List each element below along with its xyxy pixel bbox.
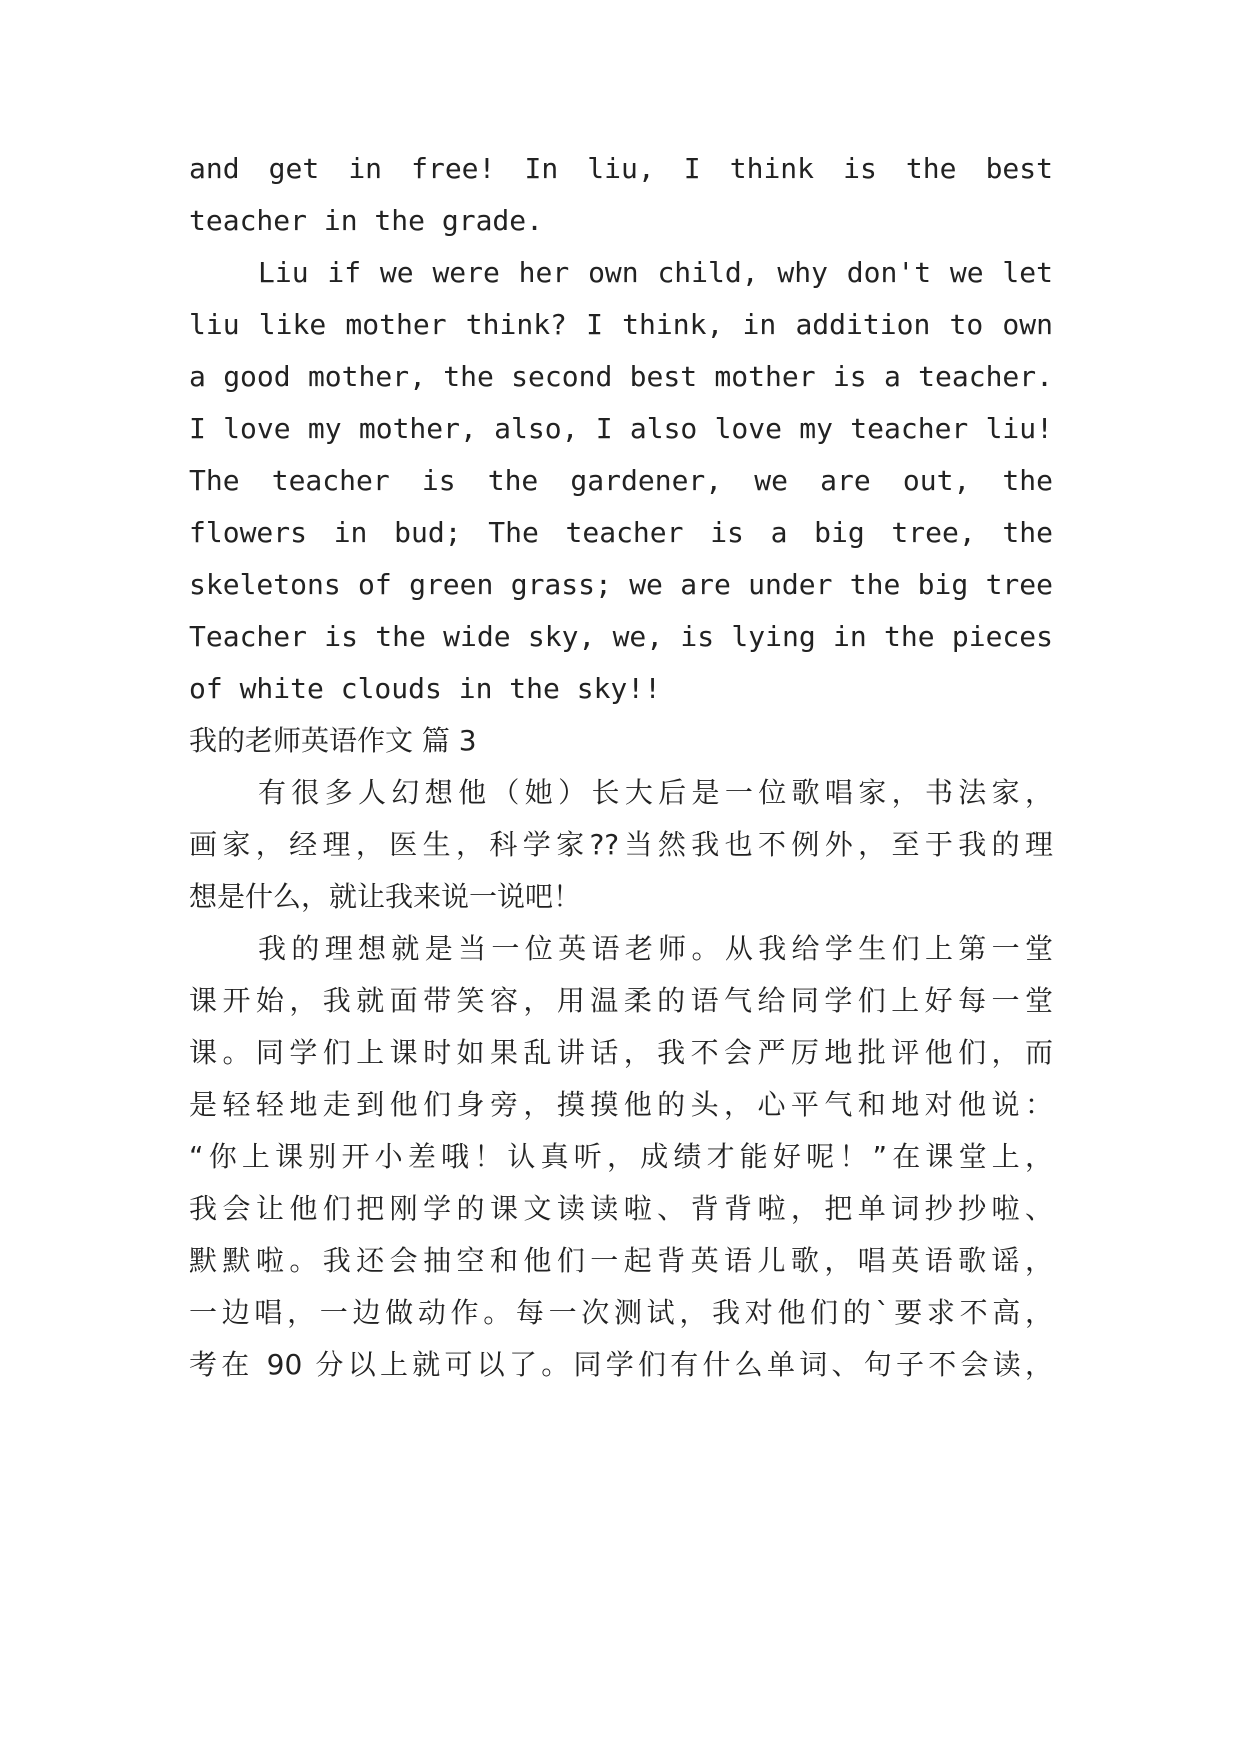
text-line: liu like mother think? I think, in addition to own bbox=[189, 308, 1053, 341]
section-heading: 我的老师英语作文 篇 3 bbox=[189, 724, 477, 757]
text-line: Liu if we were her own child, why don't we let bbox=[258, 256, 1053, 289]
text-line: 课开始，我就面带笑容，用温柔的语气给同学们上好每一堂 bbox=[189, 984, 1053, 1017]
text-line: skeletons of green grass; we are under the big tree bbox=[189, 568, 1053, 601]
text-line: 默默啦。我还会抽空和他们一起背英语儿歌，唱英语歌谣， bbox=[189, 1244, 1053, 1277]
text-line: 我会让他们把刚学的课文读读啦、背背啦，把单词抄抄啦、 bbox=[189, 1192, 1053, 1225]
text-line: “你上课别开小差哦！认真听，成绩才能好呢！”在课堂上， bbox=[189, 1140, 1053, 1173]
text-line: 想是什么，就让我来说一说吧！ bbox=[189, 880, 582, 913]
text-line: 考在 90 分以上就可以了。同学们有什么单词、句子不会读， bbox=[189, 1348, 1053, 1381]
text-line: of white clouds in the sky!! bbox=[189, 672, 662, 705]
text-line: 课。同学们上课时如果乱讲话，我不会严厉地批评他们，而 bbox=[189, 1036, 1053, 1069]
text-line: 是轻轻地走到他们身旁，摸摸他的头，心平气和地对他说： bbox=[189, 1088, 1053, 1121]
text-line: 一边唱，一边做动作。每一次测试，我对他们的`要求不高， bbox=[189, 1296, 1053, 1329]
text-line: 画家，经理，医生，科学家??当然我也不例外，至于我的理 bbox=[189, 828, 1053, 861]
text-line: 有很多人幻想他（她）长大后是一位歌唱家，书法家， bbox=[258, 776, 1053, 809]
text-line: Teacher is the wide sky, we, is lying in the pieces bbox=[189, 620, 1053, 653]
text-line: I love my mother, also, I also love my teacher liu! bbox=[189, 412, 1053, 445]
text-line: The teacher is the gardener, we are out, the bbox=[189, 464, 1053, 497]
text-line: a good mother, the second best mother is a teacher. bbox=[189, 360, 1053, 393]
document-page bbox=[189, 0, 1053, 1754]
text-line: 我的理想就是当一位英语老师。从我给学生们上第一堂 bbox=[258, 932, 1053, 965]
text-line: and get in free! In liu, I think is the best bbox=[189, 152, 1053, 185]
text-line: flowers in bud; The teacher is a big tree, the bbox=[189, 516, 1053, 549]
text-line: teacher in the grade. bbox=[189, 204, 544, 237]
